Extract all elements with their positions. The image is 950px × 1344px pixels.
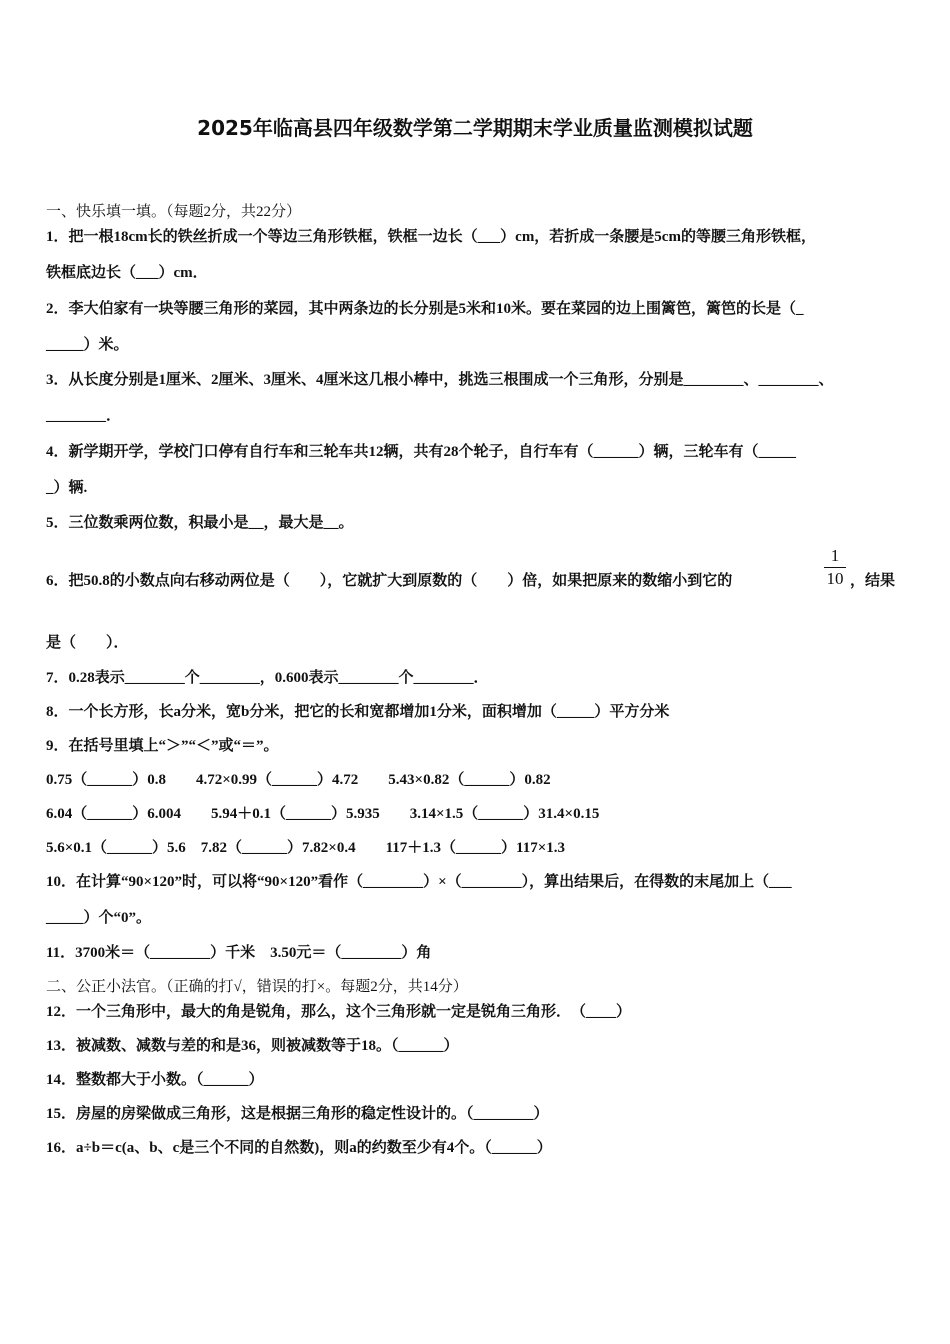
fraction-denominator: 10 (826, 569, 844, 588)
question-7: 7．0.28表示________个________，0.600表示________个________． (46, 670, 489, 686)
question-9-row-3: 5.6×0.1（______）5.6 7.82（______）7.82×0.4 117＋1.3（______）117×1.3 (46, 840, 565, 856)
fraction-numerator: 1 (830, 546, 840, 565)
question-1-line-1: 1．把一根18cm长的铁丝折成一个等边三角形铁框，铁框一边长（___）cm，若折成一条腰是5cm的等腰三角形铁框， (46, 229, 816, 245)
question-2-line-1: 2．李大伯家有一块等腰三角形的菜园，其中两条边的长分别是5米和10米。要在菜园的边上围篱笆，篱笆的长是（_ (46, 301, 804, 317)
question-9-row-1: 0.75（______）0.8 4.72×0.99（______）4.72 5.43×0.82（______）0.82 (46, 772, 551, 788)
question-3-line-1: 3．从长度分别是1厘米、2厘米、3厘米、4厘米这几根小棒中，挑选三根围成一个三角形，分别是________、________、 (46, 372, 834, 388)
question-14: 14．整数都大于小数。（______） (46, 1072, 264, 1088)
question-9-row-2: 6.04（______）6.004 5.94＋0.1（______）5.935 3.14×1.5（______）31.4×0.15 (46, 806, 600, 822)
question-8: 8．一个长方形，长a分米，宽b分米，把它的长和宽都增加1分米，面积增加（_____）平方分米 (46, 704, 670, 720)
question-10-line-1: 10．在计算“90×120”时，可以将“90×120”看作（________）×（________），算出结果后，在得数的末尾加上（___ (46, 874, 792, 890)
question-3-line-2: ________． (46, 408, 122, 424)
question-2-line-2: _____）米。 (46, 337, 129, 353)
question-13: 13．被减数、减数与差的和是36，则被减数等于18。（______） (46, 1038, 459, 1054)
question-12: 12．一个三角形中，最大的角是锐角，那么，这个三角形就一定是锐角三角形． （____） (46, 1004, 632, 1020)
question-5: 5．三位数乘两位数，积最小是__，最大是__。 (46, 515, 354, 531)
section-heading-1: 一、快乐填一填。（每题2分，共22分） (46, 204, 302, 220)
fraction-one-tenth (822, 546, 848, 589)
question-11: 11．3700米＝（________）千米 3.50元＝（________）角 (46, 945, 432, 961)
question-4-line-1: 4．新学期开学，学校门口停有自行车和三轮车共12辆，共有28个轮子，自行车有（______）辆，三轮车有（_____ (46, 444, 797, 460)
question-4-line-2: _）辆. (46, 480, 88, 496)
question-9: 9．在括号里填上“＞”“＜”或“＝”。 (46, 738, 279, 754)
question-16: 16．a÷b＝c(a、b、c是三个不同的自然数)，则a的约数至少有4个。（______） (46, 1140, 552, 1156)
question-10-line-2: _____）个“0”。 (46, 910, 152, 926)
page-title: 2025年临高县四年级数学第二学期期末学业质量监测模拟试题 (197, 116, 753, 140)
question-6-line-1: 6．把50.8的小数点向右移动两位是（ ），它就扩大到原数的（ ）倍，如果把原来的数缩小到它的 (46, 573, 733, 589)
question-6-line-2: 是（ ）． (46, 635, 129, 651)
section-heading-2: 二、公正小法官。（正确的打√，错误的打×。每题2分，共14分） (46, 979, 468, 995)
fraction-bar (824, 567, 846, 568)
question-15: 15．房屋的房梁做成三角形，这是根据三角形的稳定性设计的。（________） (46, 1106, 549, 1122)
question-1-line-2: 铁框底边长（___）cm． (46, 265, 208, 281)
question-6-tail: ，结果 (850, 573, 896, 589)
